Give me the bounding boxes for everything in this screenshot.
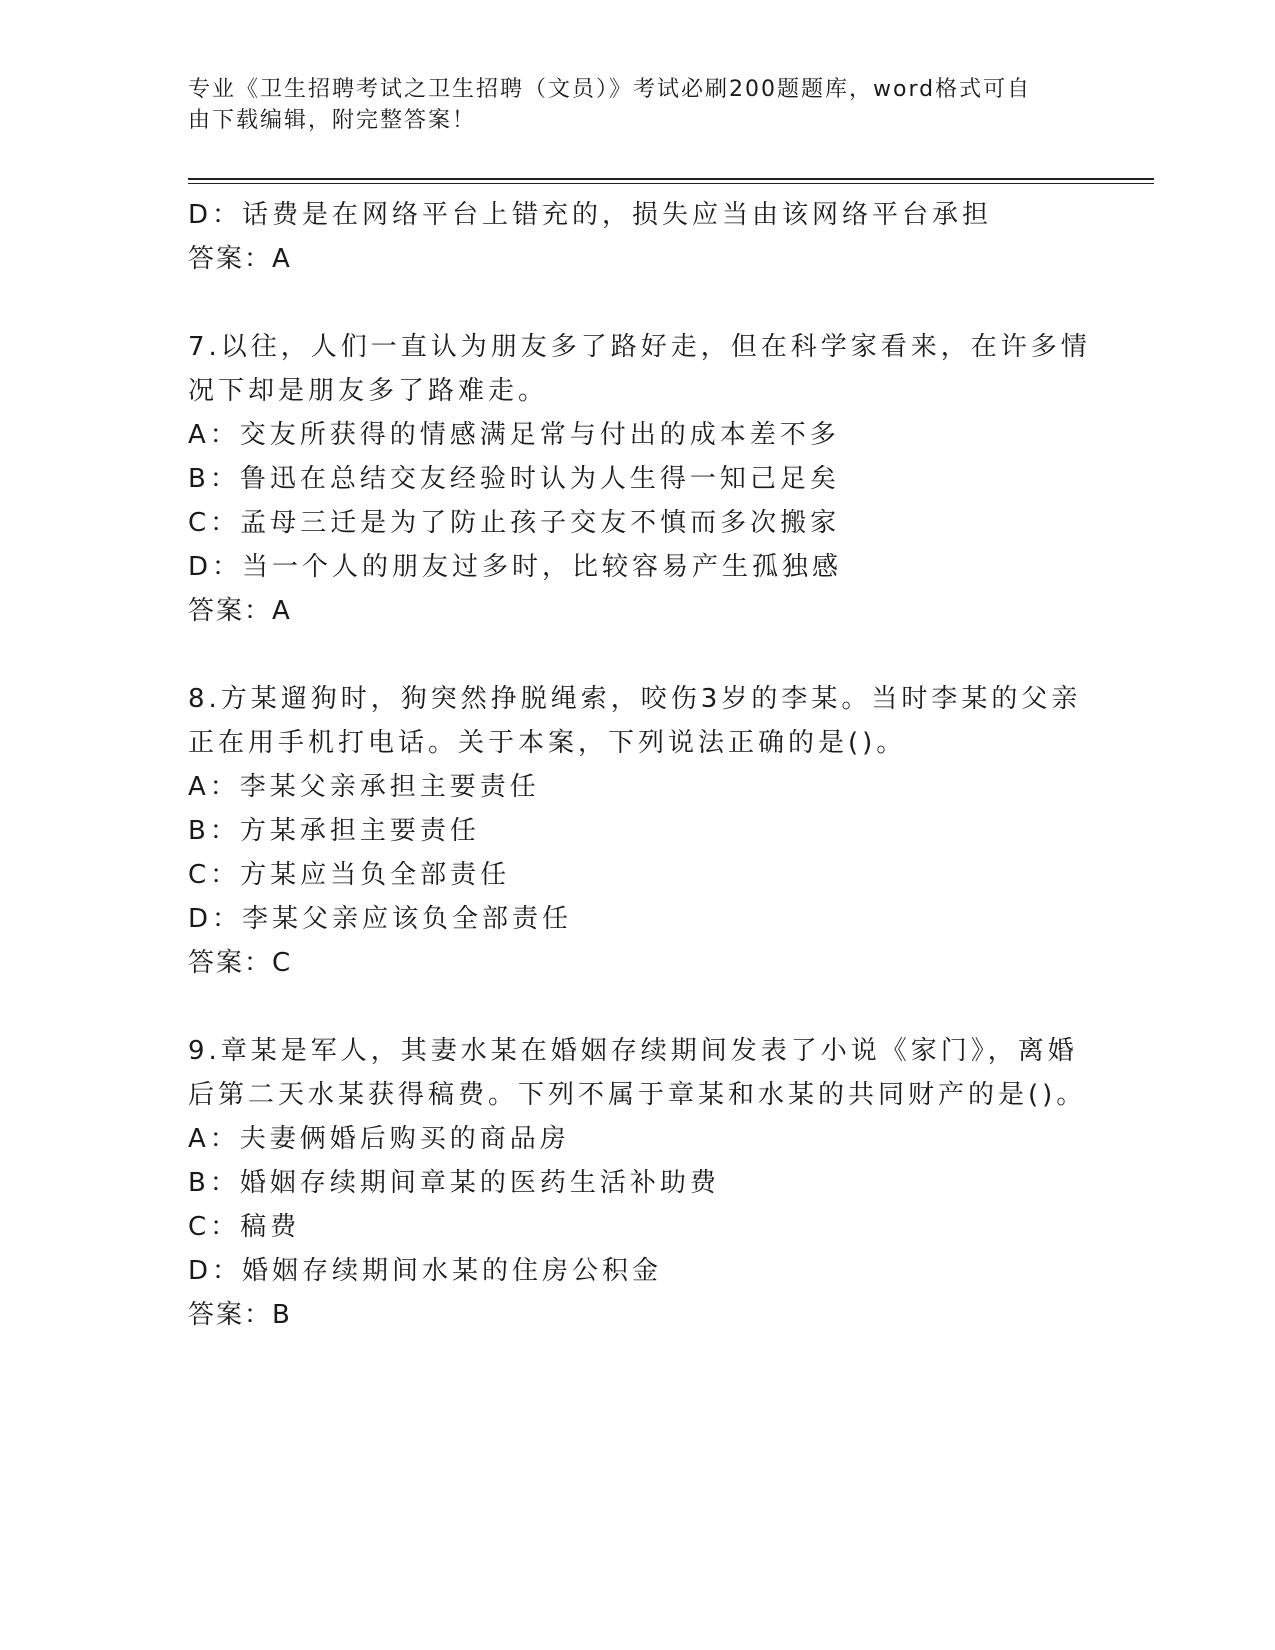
- q8-option-a: A：李某父亲承担主要责任: [188, 772, 540, 802]
- q8-option-b: B：方某承担主要责任: [188, 816, 480, 846]
- q6-option-d: D：话费是在网络平台上错充的，损失应当由该网络平台承担: [188, 200, 993, 230]
- q9-option-b: B：婚姻存续期间章某的医药生活补助费: [188, 1168, 720, 1198]
- q6-answer: 答案：A: [188, 244, 292, 274]
- q7-option-b: B：鲁迅在总结交友经验时认为人生得一知己足矣: [188, 464, 840, 494]
- q8-option-c: C：方某应当负全部责任: [188, 860, 511, 890]
- q8-option-d: D：李某父亲应该负全部责任: [188, 904, 573, 934]
- q9-stem-line-2: 后第二天水某获得稿费。下列不属于章某和水某的共同财产的是()。: [188, 1080, 1087, 1110]
- q7-option-a: A：交友所获得的情感满足常与付出的成本差不多: [188, 420, 840, 450]
- q7-stem-line-1: 7.以往，人们一直认为朋友多了路好走，但在科学家看来，在许多情: [188, 332, 1091, 362]
- q9-stem-line-1: 9.章某是军人，其妻水某在婚姻存续期间发表了小说《家门》，离婚: [188, 1036, 1078, 1066]
- q7-option-c: C：孟母三迁是为了防止孩子交友不慎而多次搬家: [188, 508, 841, 538]
- q9-option-a: A：夫妻俩婚后购买的商品房: [188, 1124, 570, 1154]
- q7-option-d: D：当一个人的朋友过多时，比较容易产生孤独感: [188, 552, 843, 582]
- document-header: [188, 74, 1068, 136]
- q8-answer: 答案：C: [188, 948, 293, 978]
- header-divider-thin: [188, 183, 1154, 184]
- header-line-2: 由下载编辑，附完整答案！: [188, 108, 477, 133]
- header-divider-thick: [188, 178, 1154, 180]
- header-line-1: 专业《卫生招聘考试之卫生招聘（文员）》考试必刷200题题库，word格式可自: [188, 77, 1032, 102]
- q9-option-c: C：稿费: [188, 1212, 301, 1242]
- q9-answer: 答案：B: [188, 1300, 292, 1330]
- q8-stem-line-1: 8.方某遛狗时，狗突然挣脱绳索，咬伤3岁的李某。当时李某的父亲: [188, 684, 1082, 714]
- q7-answer: 答案：A: [188, 596, 292, 626]
- q9-option-d: D：婚姻存续期间水某的住房公积金: [188, 1256, 663, 1286]
- q7-stem-line-2: 况下却是朋友多了路难走。: [188, 376, 549, 406]
- q8-stem-line-2: 正在用手机打电话。关于本案，下列说法正确的是()。: [188, 728, 907, 758]
